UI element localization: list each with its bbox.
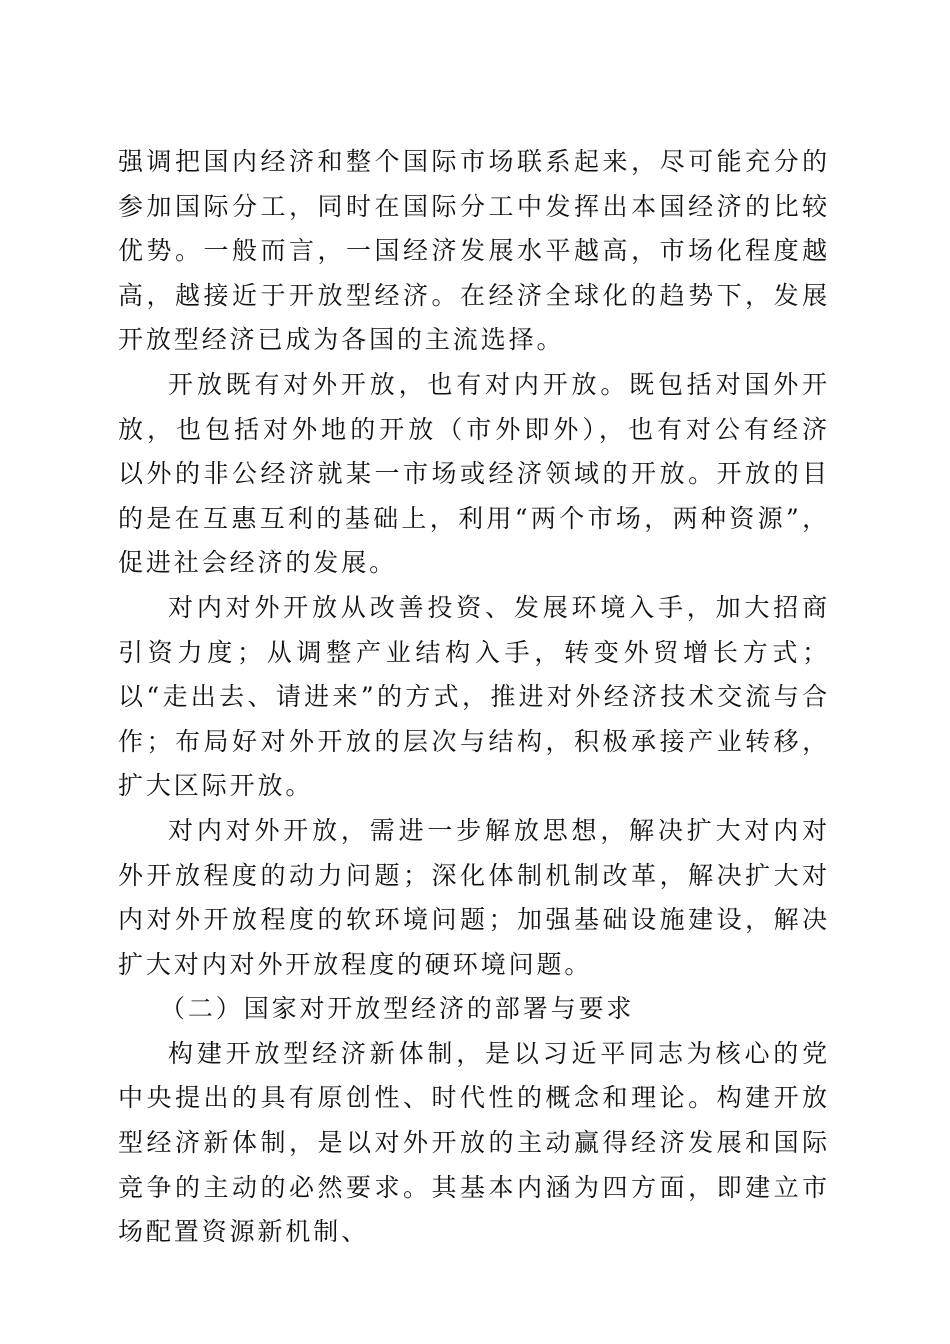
paragraph-opening-methods: 对内对外开放从改善投资、发展环境入手，加大招商引资力度；从调整产业结构入手，转变外贸增长方式；以“走出去、请进来”的方式，推进对外经济技术交流与合作；布局好对外开放的层次与结构，积极承接产业转移，扩大区际开放。: [118, 592, 830, 801]
paragraph-opening-scope: 开放既有对外开放，也有对内开放。既包括对国外开放，也包括对外地的开放（市外即外），也有对公有经济以外的非公经济就某一市场或经济领域的开放。开放的目的是在互惠互利的基础上，利用“两个市场，两种资源”，促进社会经济的发展。: [118, 369, 830, 578]
paragraph-continued: 强调把国内经济和整个国际市场联系起来，尽可能充分的参加国际分工，同时在国际分工中发挥出本国经济的比较优势。一般而言，一国经济发展水平越高，市场化程度越高，越接近于开放型经济。在经济全球化的趋势下，发展开放型经济已成为各国的主流选择。: [118, 147, 830, 355]
paragraph-new-system: 构建开放型经济新体制，是以习近平同志为核心的党中央提出的具有原创性、时代性的概念和理论。构建开放型经济新体制，是以对外开放的主动赢得经济发展和国际竞争的主动的必然要求。其基本内涵为四方面，即建立市场配置资源新机制、: [118, 1038, 830, 1247]
section-heading: （二）国家对开放型经济的部署与要求: [160, 994, 635, 1024]
paragraph-opening-requirements: 对内对外开放，需进一步解放思想，解决扩大对内对外开放程度的动力问题；深化体制机制改革，解决扩大对内对外开放程度的软环境问题；加强基础设施建设，解决扩大对内对外开放程度的硬环境问题。: [118, 815, 830, 979]
document-body: [118, 140, 830, 1255]
